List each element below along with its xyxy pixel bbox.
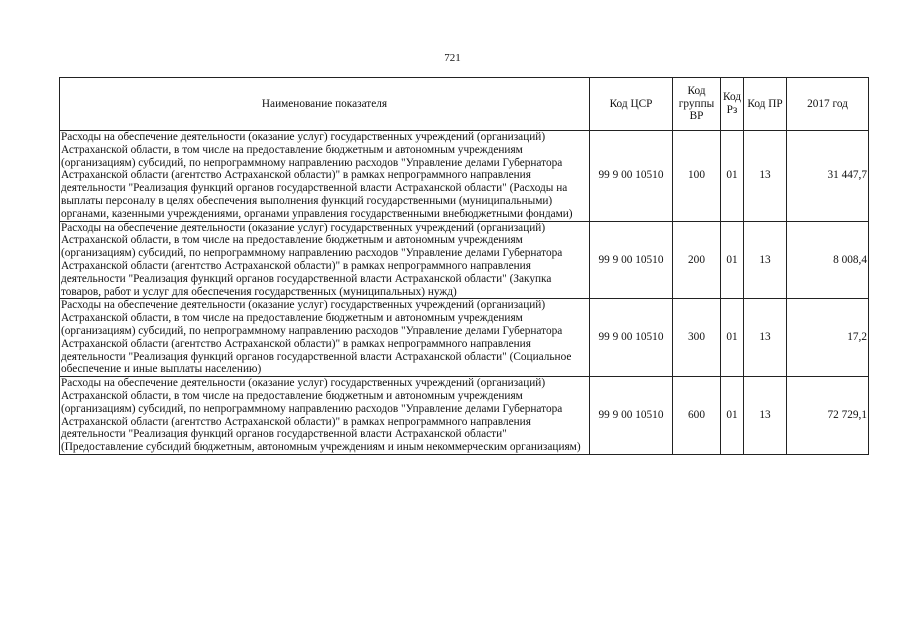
header-rz: Код Рз <box>721 78 744 131</box>
table-row <box>60 131 869 222</box>
row-name: Расходы на обеспечение деятельности (оказание услуг) государственных учреждений (организаций) Астраханской области, в том числе на предоставление бюджетным и автономным учреждениям (организациям) субсидий, по непрограммному направлению расходов "Управление делами Губернатора Астраханской области (агентство Астраханской области)" в рамках непрограммного направления деятельности "Реализация функций органов государственной власти Астраханской области" (Расходы на выплаты персоналу в целях обеспечения выполнения функций государственными (муниципальными) органами, казенными учреждениями, органами управления государственными внебюджетными фондами) <box>60 131 590 222</box>
header-name: Наименование показателя <box>60 78 590 131</box>
header-year: 2017 год <box>787 78 869 131</box>
row-vr: 100 <box>673 131 721 222</box>
page-number: 721 <box>444 52 461 64</box>
row-pr: 13 <box>744 221 787 299</box>
header-csr: Код ЦСР <box>590 78 673 131</box>
row-csr: 99 9 00 10510 <box>590 377 673 455</box>
table-row <box>60 377 869 455</box>
row-amount: 17,2 <box>787 299 869 377</box>
row-amount: 72 729,1 <box>787 377 869 455</box>
row-rz: 01 <box>721 221 744 299</box>
row-pr: 13 <box>744 299 787 377</box>
row-vr: 200 <box>673 221 721 299</box>
row-name: Расходы на обеспечение деятельности (оказание услуг) государственных учреждений (организаций) Астраханской области, в том числе на предоставление бюджетным и автономным учреждениям (организациям) субсидий, по непрограммному направлению расходов "Управление делами Губернатора Астраханской области (агентство Астраханской области)" в рамках непрограммного направления деятельности "Реализация функций органов государственной власти Астраханской области" (Социальное обеспечение и иные выплаты населению) <box>60 299 590 377</box>
row-csr: 99 9 00 10510 <box>590 221 673 299</box>
table-row <box>60 221 869 299</box>
row-amount: 8 008,4 <box>787 221 869 299</box>
row-csr: 99 9 00 10510 <box>590 131 673 222</box>
row-vr: 300 <box>673 299 721 377</box>
header-pr: Код ПР <box>744 78 787 131</box>
budget-table <box>59 77 869 455</box>
row-csr: 99 9 00 10510 <box>590 299 673 377</box>
row-pr: 13 <box>744 131 787 222</box>
row-rz: 01 <box>721 377 744 455</box>
table-header-row <box>60 78 869 131</box>
row-vr: 600 <box>673 377 721 455</box>
row-rz: 01 <box>721 131 744 222</box>
header-vr: Код группы ВР <box>673 78 721 131</box>
table-row <box>60 299 869 377</box>
row-pr: 13 <box>744 377 787 455</box>
row-name: Расходы на обеспечение деятельности (оказание услуг) государственных учреждений (организаций) Астраханской области, в том числе на предоставление бюджетным и автономным учреждениям (организациям) субсидий, по непрограммному направлению расходов "Управление делами Губернатора Астраханской области (агентство Астраханской области)" в рамках непрограммного направления деятельности "Реализация функций органов государственной власти Астраханской области" (Закупка товаров, работ и услуг для обеспечения государственных (муниципальных) нужд) <box>60 221 590 299</box>
row-amount: 31 447,7 <box>787 131 869 222</box>
row-name: Расходы на обеспечение деятельности (оказание услуг) государственных учреждений (организаций) Астраханской области, в том числе на предоставление бюджетным и автономным учреждениям (организациям) субсидий, по непрограммному направлению расходов "Управление делами Губернатора Астраханской области (агентство Астраханской области)" в рамках непрограммного направления деятельности "Реализация функций органов государственной власти Астраханской области" (Предоставление субсидий бюджетным, автономным учреждениям и иным некоммерческим организациям) <box>60 377 590 455</box>
row-rz: 01 <box>721 299 744 377</box>
